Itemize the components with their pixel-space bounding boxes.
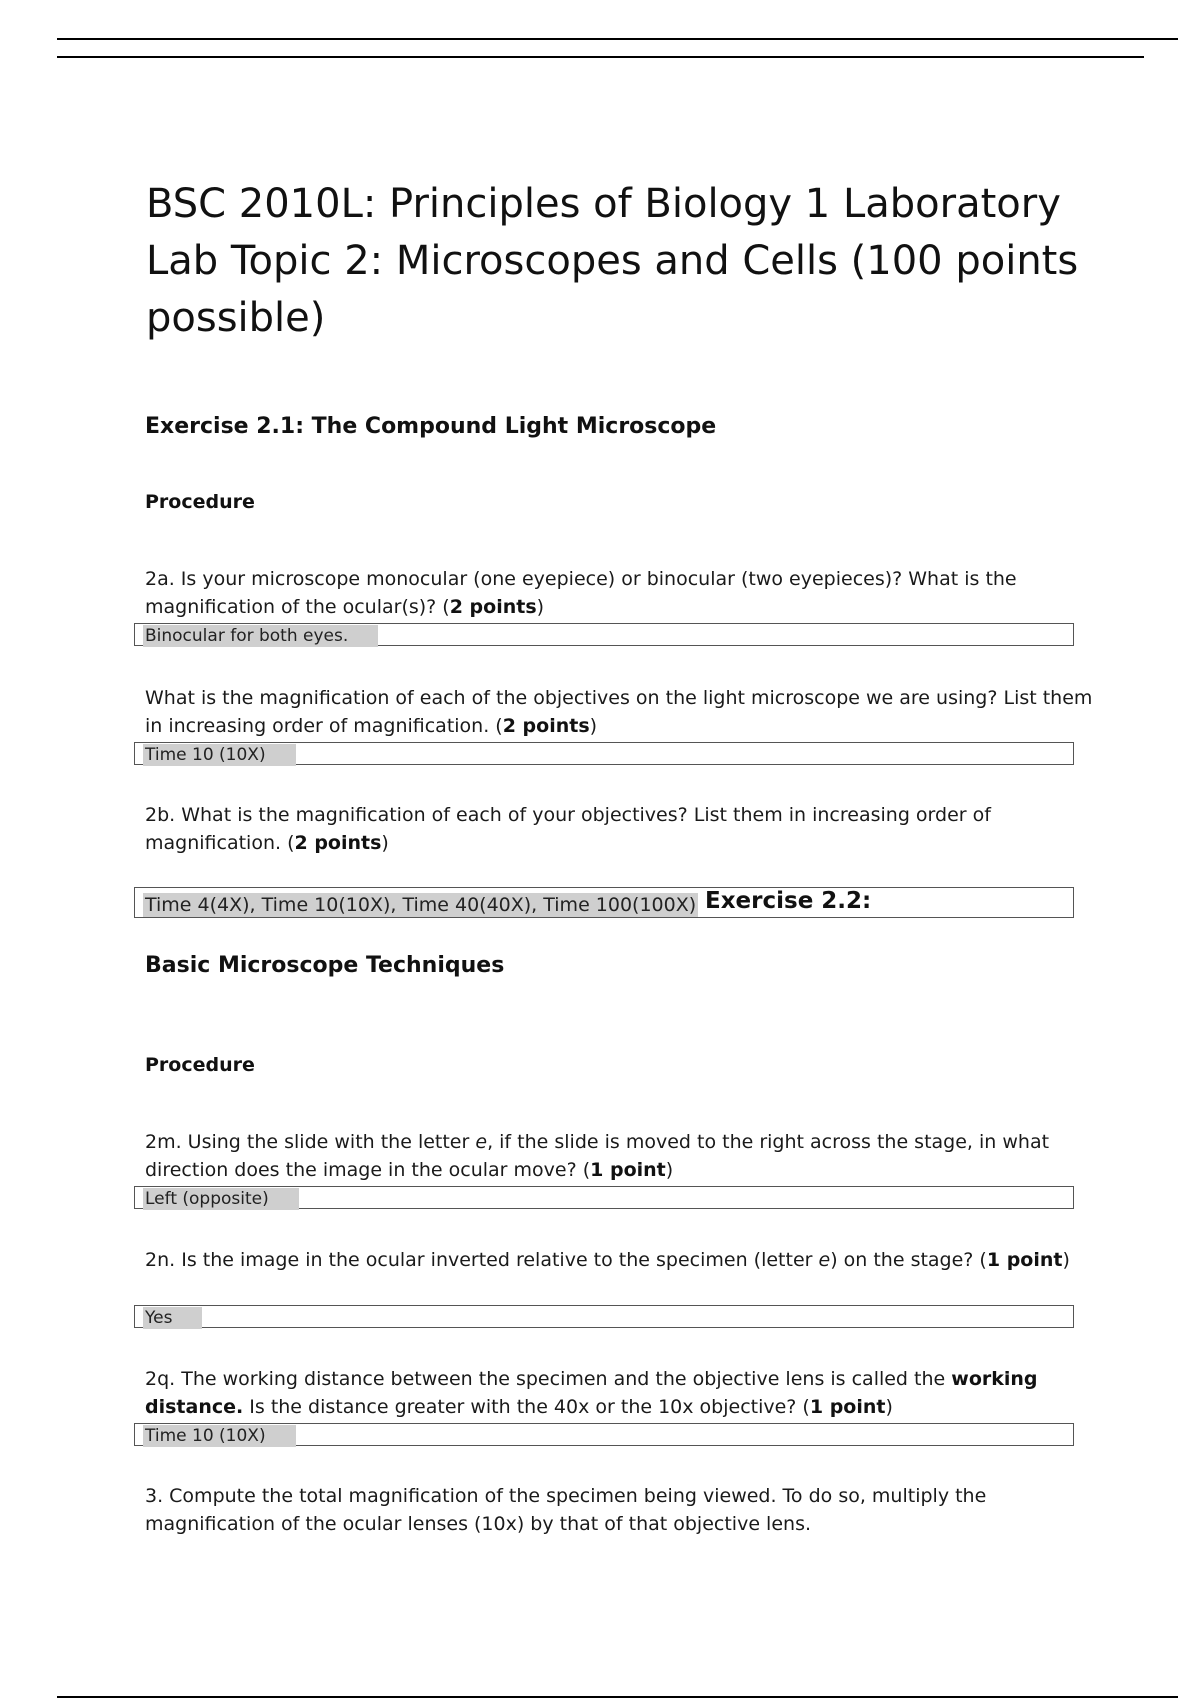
question-2b bbox=[145, 801, 1105, 857]
question-2n-letter: e bbox=[818, 1249, 831, 1271]
header-rule-bottom bbox=[57, 56, 1144, 58]
question-2m-letter: e bbox=[475, 1131, 488, 1153]
question-2m-close: ) bbox=[665, 1159, 674, 1181]
question-2n-text-before: 2n. Is the image in the ocular inverted relative to the specimen (letter bbox=[145, 1249, 819, 1271]
title-line-3: possible) bbox=[146, 295, 326, 341]
answer-2a-value: Binocular for both eyes. bbox=[143, 625, 378, 647]
answer-field-2q[interactable] bbox=[134, 1423, 1074, 1446]
question-2q-close: ) bbox=[885, 1396, 893, 1418]
procedure-heading-1: Procedure bbox=[145, 491, 255, 513]
question-2a-text: 2a. Is your microscope monocular (one eyepiece) or binocular (two eyepieces)? What is the magnification of the ocular(s)? ( bbox=[145, 568, 1017, 618]
exercise-2-2-heading-part2: Basic Microscope Techniques bbox=[145, 953, 505, 978]
question-objectives-text: What is the magnification of each of the objectives on the light microscope we are using? List them in increasing order of magnification. ( bbox=[145, 687, 1093, 737]
question-2b-text: 2b. What is the magnification of each of your objectives? List them in increasing order of magnification. ( bbox=[145, 804, 991, 854]
answer-field-2n[interactable] bbox=[134, 1305, 1074, 1328]
question-2q-bold-term: working distance. bbox=[145, 1368, 1038, 1418]
answer-field-2m[interactable] bbox=[134, 1186, 1074, 1209]
answer-field-2b[interactable] bbox=[134, 887, 1074, 918]
question-2n-close: ) bbox=[1062, 1249, 1070, 1271]
exercise-2-2-heading-part1: Exercise 2.2: bbox=[705, 888, 872, 914]
question-2a-points: 2 points bbox=[449, 596, 537, 618]
question-objectives-close: ) bbox=[589, 715, 598, 737]
procedure-heading-2: Procedure bbox=[145, 1054, 255, 1076]
answer-2n-value: Yes bbox=[143, 1307, 202, 1329]
question-2n-text-after: ) on the stage? ( bbox=[830, 1249, 987, 1271]
answer-2m-value: Left (opposite) bbox=[143, 1188, 299, 1210]
question-objectives-points: 2 points bbox=[502, 715, 590, 737]
question-2a bbox=[145, 565, 1105, 621]
question-2q-text-before: 2q. The working distance between the specimen and the objective lens is called the bbox=[145, 1368, 952, 1390]
title-line-1: BSC 2010L: Principles of Biology 1 Laboratory bbox=[146, 181, 1061, 227]
question-2m-text-after: , if the slide is moved to the right across the stage, in what direction does the image in the ocular move? ( bbox=[145, 1131, 1050, 1181]
question-2b-close: ) bbox=[381, 832, 389, 854]
answer-objectives-value: Time 10 (10X) bbox=[143, 744, 296, 766]
question-2q-text-after: Is the distance greater with the 40x or the 10x objective? ( bbox=[243, 1396, 810, 1418]
answer-field-objectives[interactable] bbox=[134, 742, 1074, 765]
question-2q bbox=[145, 1365, 1105, 1421]
answer-2b-value: Time 4(4X), Time 10(10X), Time 40(40X), Time 100(100X) bbox=[145, 894, 697, 916]
header-rule-top bbox=[57, 38, 1178, 40]
question-2m-points: 1 point bbox=[590, 1159, 666, 1181]
question-2n bbox=[145, 1246, 1145, 1274]
footer-rule bbox=[57, 1696, 1178, 1698]
question-2n-points: 1 point bbox=[986, 1249, 1063, 1271]
question-2m bbox=[145, 1128, 1105, 1184]
question-3: 3. Compute the total magnification of the specimen being viewed. To do so, multiply the magnification of the ocular lenses (10x) by that of that objective lens. bbox=[145, 1485, 987, 1535]
question-2a-close: ) bbox=[536, 596, 545, 618]
question-2m-text-before: 2m. Using the slide with the letter bbox=[145, 1131, 476, 1153]
title-line-2: Lab Topic 2: Microscopes and Cells (100 points bbox=[146, 238, 1079, 284]
question-2q-points: 1 point bbox=[809, 1396, 886, 1418]
question-2b-points: 2 points bbox=[294, 832, 382, 854]
answer-2q-value: Time 10 (10X) bbox=[143, 1425, 296, 1447]
page-title bbox=[146, 176, 1136, 347]
question-objectives bbox=[145, 684, 1105, 740]
answer-field-2a[interactable] bbox=[134, 623, 1074, 646]
exercise-2-1-heading: Exercise 2.1: The Compound Light Microscope bbox=[145, 414, 717, 439]
